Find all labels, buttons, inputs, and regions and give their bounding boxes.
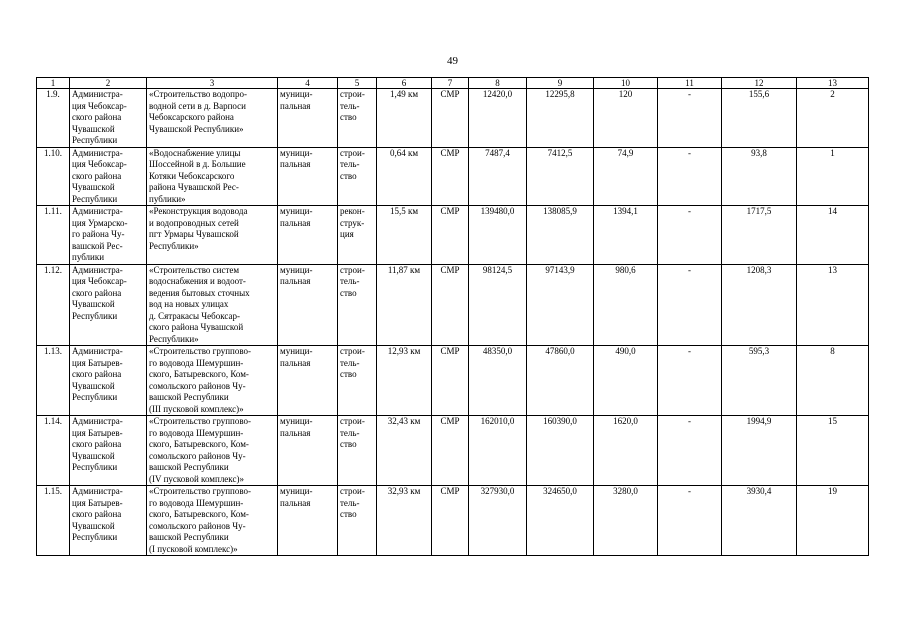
table-row [37, 147, 869, 206]
work-kind-cell: СМР [432, 264, 469, 346]
value-cell: 8 [797, 346, 869, 416]
value-cell: 1994,9 [722, 416, 797, 486]
work-type-cell: рекон- струк- ция [338, 206, 377, 265]
object-cell: «Строительство водопро- водной сети в д. Варпоси Чебоксарского района Чувашской Республики» [147, 89, 278, 148]
ownership-cell: муници- пальная [278, 89, 338, 148]
value-cell: 324650,0 [527, 486, 594, 556]
value-cell: 162010,0 [469, 416, 527, 486]
row-number: 1.10. [37, 147, 70, 206]
organization-cell: Администра- ция Урмарско- го района Чу- вашской Рес- публики [70, 206, 147, 265]
value-cell: 19 [797, 486, 869, 556]
value-cell: 155,6 [722, 89, 797, 148]
value-cell: 327930,0 [469, 486, 527, 556]
header-row [37, 78, 869, 89]
value-cell: 2 [797, 89, 869, 148]
length-cell: 1,49 км [377, 89, 432, 148]
organization-cell: Администра- ция Чебоксар- ского района Чувашской Республики [70, 147, 147, 206]
ownership-cell: муници- пальная [278, 416, 338, 486]
value-cell: 160390,0 [527, 416, 594, 486]
work-kind-cell: СМР [432, 206, 469, 265]
column-header: 13 [797, 78, 869, 89]
length-cell: 15,5 км [377, 206, 432, 265]
value-cell: 14 [797, 206, 869, 265]
row-number: 1.14. [37, 416, 70, 486]
organization-cell: Администра- ция Чебоксар- ского района Чувашской Республики [70, 264, 147, 346]
value-cell: - [658, 89, 722, 148]
table-row [37, 416, 869, 486]
column-header: 5 [338, 78, 377, 89]
column-header: 12 [722, 78, 797, 89]
row-number: 1.12. [37, 264, 70, 346]
value-cell: 980,6 [594, 264, 658, 346]
length-cell: 0,64 км [377, 147, 432, 206]
value-cell: 139480,0 [469, 206, 527, 265]
object-cell: «Строительство систем водоснабжения и водоот- ведения бытовых сточных вод на новых улицах д. Сятракасы Чебоксар- ского района Чувашской Республики» [147, 264, 278, 346]
value-cell: - [658, 486, 722, 556]
table-body [37, 89, 869, 556]
work-kind-cell: СМР [432, 346, 469, 416]
value-cell: 3280,0 [594, 486, 658, 556]
column-header: 10 [594, 78, 658, 89]
data-table [36, 77, 869, 556]
column-header: 11 [658, 78, 722, 89]
value-cell: 7412,5 [527, 147, 594, 206]
value-cell: 595,3 [722, 346, 797, 416]
value-cell: - [658, 147, 722, 206]
ownership-cell: муници- пальная [278, 486, 338, 556]
organization-cell: Администра- ция Батырев- ского района Чувашской Республики [70, 346, 147, 416]
column-header: 9 [527, 78, 594, 89]
value-cell: - [658, 264, 722, 346]
column-header: 4 [278, 78, 338, 89]
value-cell: 93,8 [722, 147, 797, 206]
value-cell: - [658, 346, 722, 416]
table-row [37, 89, 869, 148]
object-cell: «Водоснабжение улицы Шоссейной в д. Большие Котяки Чебоксарского района Чувашской Рес- публики» [147, 147, 278, 206]
work-type-cell: строи- тель- ство [338, 147, 377, 206]
length-cell: 32,43 км [377, 416, 432, 486]
value-cell: - [658, 206, 722, 265]
value-cell: 74,9 [594, 147, 658, 206]
object-cell: «Реконструкция водовода и водопроводных сетей пгт Урмары Чувашской Республики» [147, 206, 278, 265]
row-number: 1.13. [37, 346, 70, 416]
value-cell: 15 [797, 416, 869, 486]
value-cell: 1717,5 [722, 206, 797, 265]
value-cell: 3930,4 [722, 486, 797, 556]
column-header: 3 [147, 78, 278, 89]
table-row [37, 346, 869, 416]
object-cell: «Строительство группово- го водовода Шемуршин- ского, Батыревского, Ком- сомольского районов Чу- вашской Республики (IV пусковой комплекс)» [147, 416, 278, 486]
work-type-cell: строи- тель- ство [338, 416, 377, 486]
column-header: 2 [70, 78, 147, 89]
organization-cell: Администра- ция Батырев- ского района Чувашской Республики [70, 486, 147, 556]
value-cell: 120 [594, 89, 658, 148]
work-type-cell: строи- тель- ство [338, 264, 377, 346]
column-header: 7 [432, 78, 469, 89]
value-cell: 12420,0 [469, 89, 527, 148]
object-cell: «Строительство группово- го водовода Шемуршин- ского, Батыревского, Ком- сомольского районов Чу- вашской Республики (I пусковой комплекс)» [147, 486, 278, 556]
column-header: 1 [37, 78, 70, 89]
work-type-cell: строи- тель- ство [338, 346, 377, 416]
length-cell: 32,93 км [377, 486, 432, 556]
length-cell: 11,87 км [377, 264, 432, 346]
work-kind-cell: СМР [432, 147, 469, 206]
length-cell: 12,93 км [377, 346, 432, 416]
work-kind-cell: СМР [432, 416, 469, 486]
work-kind-cell: СМР [432, 486, 469, 556]
value-cell: 490,0 [594, 346, 658, 416]
ownership-cell: муници- пальная [278, 264, 338, 346]
value-cell: 1208,3 [722, 264, 797, 346]
work-type-cell: строи- тель- ство [338, 486, 377, 556]
row-number: 1.15. [37, 486, 70, 556]
object-cell: «Строительство группово- го водовода Шемуршин- ского, Батыревского, Ком- сомольского районов Чу- вашской Республики (III пусковой комплекс)» [147, 346, 278, 416]
table-row [37, 264, 869, 346]
value-cell: 1620,0 [594, 416, 658, 486]
organization-cell: Администра- ция Чебоксар- ского района Чувашской Республики [70, 89, 147, 148]
value-cell: 138085,9 [527, 206, 594, 265]
value-cell: 47860,0 [527, 346, 594, 416]
ownership-cell: муници- пальная [278, 346, 338, 416]
value-cell: 12295,8 [527, 89, 594, 148]
row-number: 1.11. [37, 206, 70, 265]
column-header: 8 [469, 78, 527, 89]
value-cell: 13 [797, 264, 869, 346]
table-row [37, 206, 869, 265]
ownership-cell: муници- пальная [278, 206, 338, 265]
column-header: 6 [377, 78, 432, 89]
organization-cell: Администра- ция Батырев- ского района Чувашской Республики [70, 416, 147, 486]
value-cell: 1394,1 [594, 206, 658, 265]
table-row [37, 486, 869, 556]
ownership-cell: муници- пальная [278, 147, 338, 206]
value-cell: 98124,5 [469, 264, 527, 346]
work-type-cell: строи- тель- ство [338, 89, 377, 148]
value-cell: 1 [797, 147, 869, 206]
value-cell: - [658, 416, 722, 486]
value-cell: 48350,0 [469, 346, 527, 416]
value-cell: 97143,9 [527, 264, 594, 346]
page-number: 49 [447, 55, 458, 67]
value-cell: 7487,4 [469, 147, 527, 206]
work-kind-cell: СМР [432, 89, 469, 148]
row-number: 1.9. [37, 89, 70, 148]
